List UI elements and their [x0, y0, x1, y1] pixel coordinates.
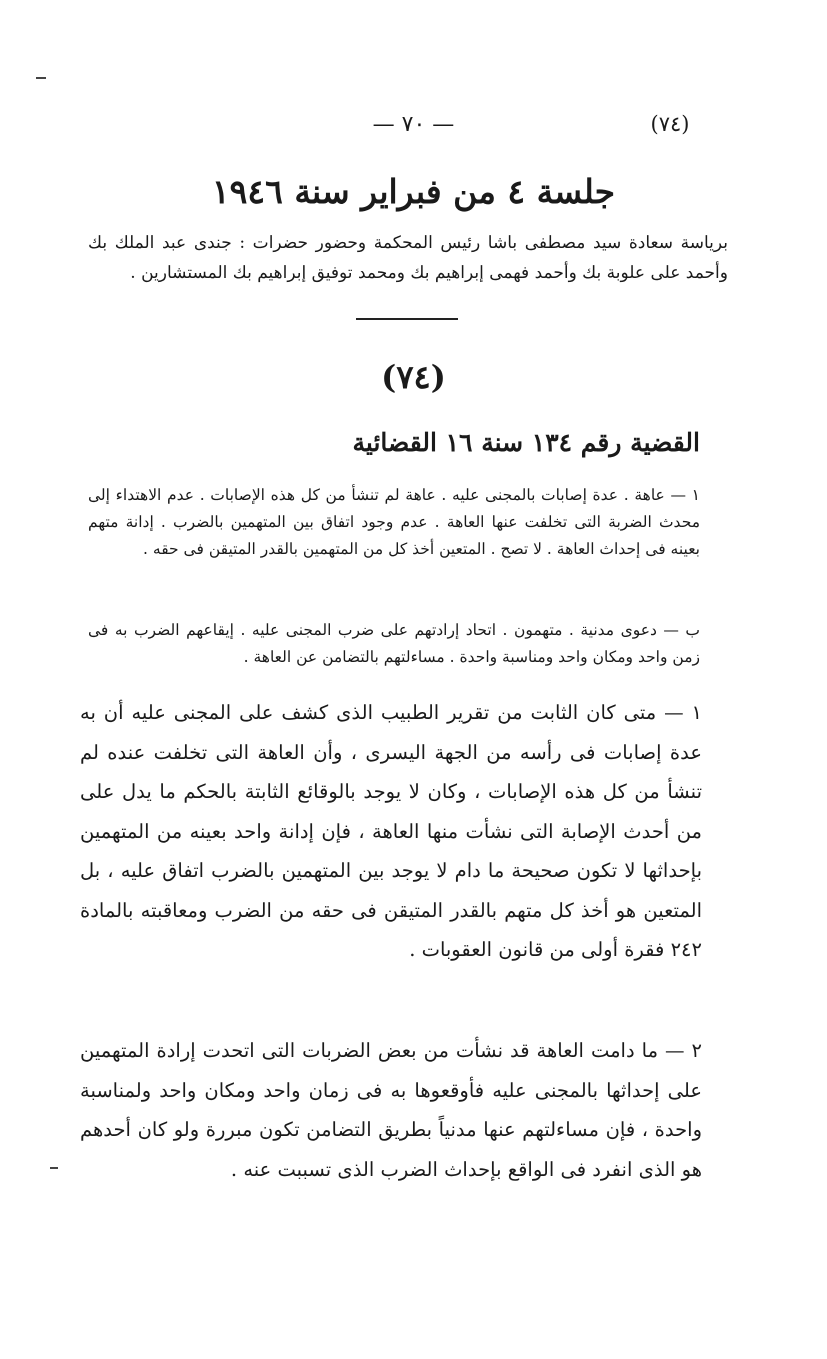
case-number: (٧٤): [381, 358, 446, 396]
presidency-line: برياسة سعادة سيد مصطفى باشا رئيس المحكمة وحضور حضرات : جندى عبد الملك بك وأحمد على علوبة بك وأحمد فهمى إبراهيم بك ومحمد توفيق إبراهيم بك المستشارين .: [88, 233, 728, 283]
ruling-paragraph-1: ١ — متى كان الثابت من تقرير الطبيب الذى كشف على المجنى عليه أن به عدة إصابات فى رأسه من الجهة اليسرى ، وأن العاهة التى تخلفت عنده لم تنشأ من كل هذه الإصابات ، وكان لا يوجد بالوقائع الثابتة بالحكم ما يدل على من أحدث الإصابة التى نشأت منها العاهة ، فإن إدانة واحد بعينه من المتهمين بإحداثها لا تكون صحيحة ما دام لا يوجد بين المتهمين بالضرب اتفاق عليه ، بل المتعين هو أخذ كل متهم بالقدر المتيقن فى حقه من الضرب ومعاقبته بالمادة ٢٤٢ فقرة أولى من قانون العقوبات .: [80, 701, 702, 961]
case-title: القضية رقم ١٣٤ سنة ١٦ القضائية: [352, 428, 700, 457]
scan-mark: [50, 1167, 58, 1169]
section-divider: [356, 318, 458, 320]
page-number: — ٧٠ —: [372, 112, 455, 137]
header-case-number: (٧٤): [650, 112, 690, 136]
headnote-1: ١ — عاهة . عدة إصابات بالمجنى عليه . عاهة لم تنشأ من كل هذه الإصابات . عدم الاهتداء إلى محدث الضربة التى تخلفت عنها العاهة . عدم وجود اتفاق بين المتهمين بالضرب . إدانة متهم بعينه فى إحداث العاهة . لا تصح . المتعين أخذ كل من المتهمين بالقدر المتيقن فى حقه .: [88, 486, 700, 558]
headnote-2: ب — دعوى مدنية . متهمون . اتحاد إرادتهم على ضرب المجنى عليه . إيقاعهم الضرب به فى زمن واحد ومكان واحد ومناسبة واحدة . مساءلتهم بالتضامن عن العاهة .: [88, 621, 700, 666]
running-header: [0, 112, 827, 142]
scan-mark: [36, 77, 46, 79]
ruling-paragraph-2: ٢ — ما دامت العاهة قد نشأت من بعض الضربات التى اتحدت إرادة المتهمين على إحداثها بالمجنى عليه فأوقعوها به فى زمان واحد ومكان واحد ولمناسبة واحدة ، فإن مساءلتهم عنها مدنياً بطريق التضامن تكون مبررة ولو كان أحدهم هو الذى انفرد فى الواقع بإحداث الضرب الذى تسببت عنه .: [80, 1039, 702, 1181]
session-title: جلسة ٤ من فبراير سنة ١٩٤٦: [211, 172, 616, 211]
